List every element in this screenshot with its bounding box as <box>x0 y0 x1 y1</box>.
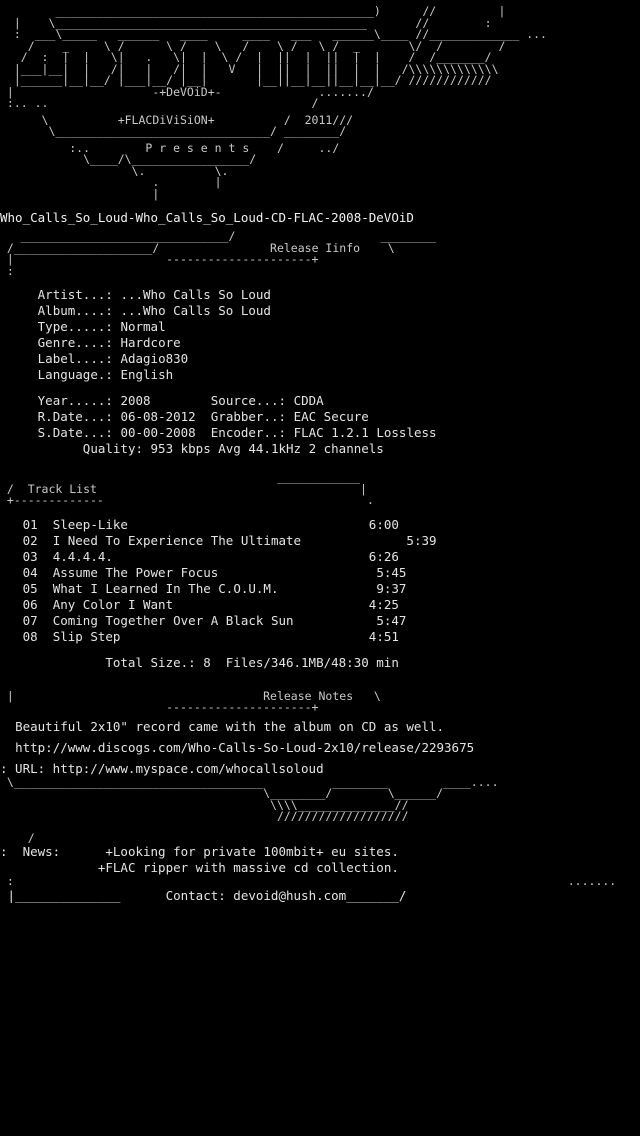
logo-line-10: \ +FLACDiViSiON+ / 2011/// <box>0 112 354 127</box>
release-info-section <box>0 231 640 457</box>
track-row: 02 I Need To Experience The Ultimate 5:39 <box>22 532 437 548</box>
release-info-header-label: Release Iinfo <box>270 240 361 255</box>
footer-art-line: / <box>0 830 35 845</box>
field-label: Label....: Adagio830 <box>37 351 189 366</box>
release-info-header: /____________________/ Release Iinfo \ <box>0 240 395 255</box>
tracklist-art-bottom: +------------- . <box>0 493 374 507</box>
logo-line-01: ______________________________________________) // | <box>0 4 506 18</box>
news-label: : News: <box>0 844 61 859</box>
ascii-logo <box>0 6 640 200</box>
logo-line-06: |___|__| | /| | /| | V | || | || | | /\\\\\\\\\\\\\ <box>0 61 499 76</box>
logo-line-15: . | <box>0 175 222 189</box>
release-notes-header-label: Release Notes <box>263 688 354 703</box>
track-row: 04 Assume The Power Focus 5:45 <box>22 564 407 580</box>
field-year-source: Year.....: 2008 Source...: CDDA <box>37 393 324 408</box>
logo-line-12: :.. P r e s e n t s / ../ <box>0 140 340 155</box>
tracklist-section <box>0 472 640 671</box>
notes-art-line-2: \________/ \______/ <box>0 786 444 800</box>
logo-line-08: | -+DeVOiD+- ......./ <box>0 84 374 99</box>
field-sdate-encoder: S.Date...: 00-00-2008 Encoder..: FLAC 1.2.1 Lossless <box>37 425 437 440</box>
field-rdate-grabber: R.Date...: 06-08-2012 Grabber..: EAC Secure <box>37 409 369 424</box>
tracklist-total: Total Size.: 8 Files/346.1MB/48:30 min <box>105 654 399 670</box>
logo-line-04: / _ \ / \ / \ / \ / \ / _ \/ / / <box>0 38 506 53</box>
release-notes-header: | Release Notes \ <box>0 688 381 703</box>
track-row: 01 Sleep-Like 6:00 <box>22 516 399 532</box>
field-language: Language.: English <box>37 367 174 382</box>
news-line-1: +Looking for private 100mbit+ eu sites. <box>105 844 399 859</box>
logo-line-03: : ___\_____ ______ ____ ____ ___ ______\____ //_____________ ... <box>0 27 547 41</box>
news-line-2: +FLAC ripper with massive cd collection. <box>97 860 399 875</box>
notes-art-line-1: \____________________________________ ________ ____.... <box>0 774 499 789</box>
tracklist-art-top: ____________ <box>0 470 361 484</box>
track-row: 08 Slip Step 4:51 <box>22 628 399 644</box>
track-row: 05 What I Learned In The C.O.U.M. 9:37 <box>22 580 407 596</box>
footer-contact[interactable]: |______________ Contact: devoid@hush.com_______/ <box>0 887 407 903</box>
tracklist-header: / Track List | <box>0 481 367 496</box>
notes-art-line-4: /////////////////// <box>0 809 409 823</box>
footer-dots: : ....... <box>0 874 617 888</box>
release-notes-section <box>0 688 640 823</box>
logo-line-11: \_______________________________/ ________/ <box>0 124 347 138</box>
release-notes-url-line[interactable]: : URL: http://www.myspace.com/whocallsoloud <box>0 760 324 776</box>
field-album: Album....: ...Who Calls So Loud <box>37 303 271 318</box>
logo-line-02: | \_____________________________________________ // : <box>0 15 492 30</box>
release-dirname: Who_Calls_So_Loud-Who_Calls_So_Loud-CD-FLAC-2008-DeVOiD <box>0 210 414 225</box>
field-quality: Quality: 953 kbps Avg 44.1kHz 2 channels <box>82 441 384 456</box>
logo-line-14: \. \. <box>0 163 229 178</box>
field-type: Type.....: Normal <box>37 319 166 334</box>
logo-line-07: |______|__|__/ |___|__/ |__| |__||__|__||__|__|__/ //////////// <box>0 73 492 87</box>
tracklist-header-label: Track List <box>27 481 97 496</box>
footer-news <box>0 844 640 860</box>
release-notes-line-1: Beautiful 2x10" record came with the album on CD as well. <box>15 718 445 734</box>
release-info-art-top: ______________________________/ ________ <box>0 229 437 243</box>
release-info-art-tail: : <box>0 263 14 278</box>
field-genre: Genre....: Hardcore <box>37 335 181 350</box>
logo-line-16: | <box>0 186 160 201</box>
logo-line-13: \____/\_________________/ <box>0 152 257 166</box>
logo-line-09: :.. .. / <box>0 96 319 110</box>
contact-text[interactable]: Contact: devoid@hush.com <box>165 887 347 903</box>
release-notes-discogs-link[interactable]: http://www.discogs.com/Who-Calls-So-Loud-2x10/release/2293675 <box>15 739 475 755</box>
track-row: 03 4.4.4.4. 6:26 <box>22 548 399 564</box>
track-row: 07 Coming Together Over A Black Sun 5:47 <box>22 612 407 628</box>
field-artist: Artist...: ...Who Calls So Loud <box>37 287 271 302</box>
track-row: 06 Any Color I Want 4:25 <box>22 596 399 612</box>
release-info-art-under: | ---------------------+ <box>0 252 319 266</box>
logo-line-05: / : | | \| . \| | \ / | || | || | | / /_______/ <box>0 50 492 64</box>
footer-section <box>0 830 640 904</box>
notes-art-line-3: \\\\______________// <box>0 797 409 812</box>
release-notes-art-under: ---------------------+ <box>0 700 319 714</box>
